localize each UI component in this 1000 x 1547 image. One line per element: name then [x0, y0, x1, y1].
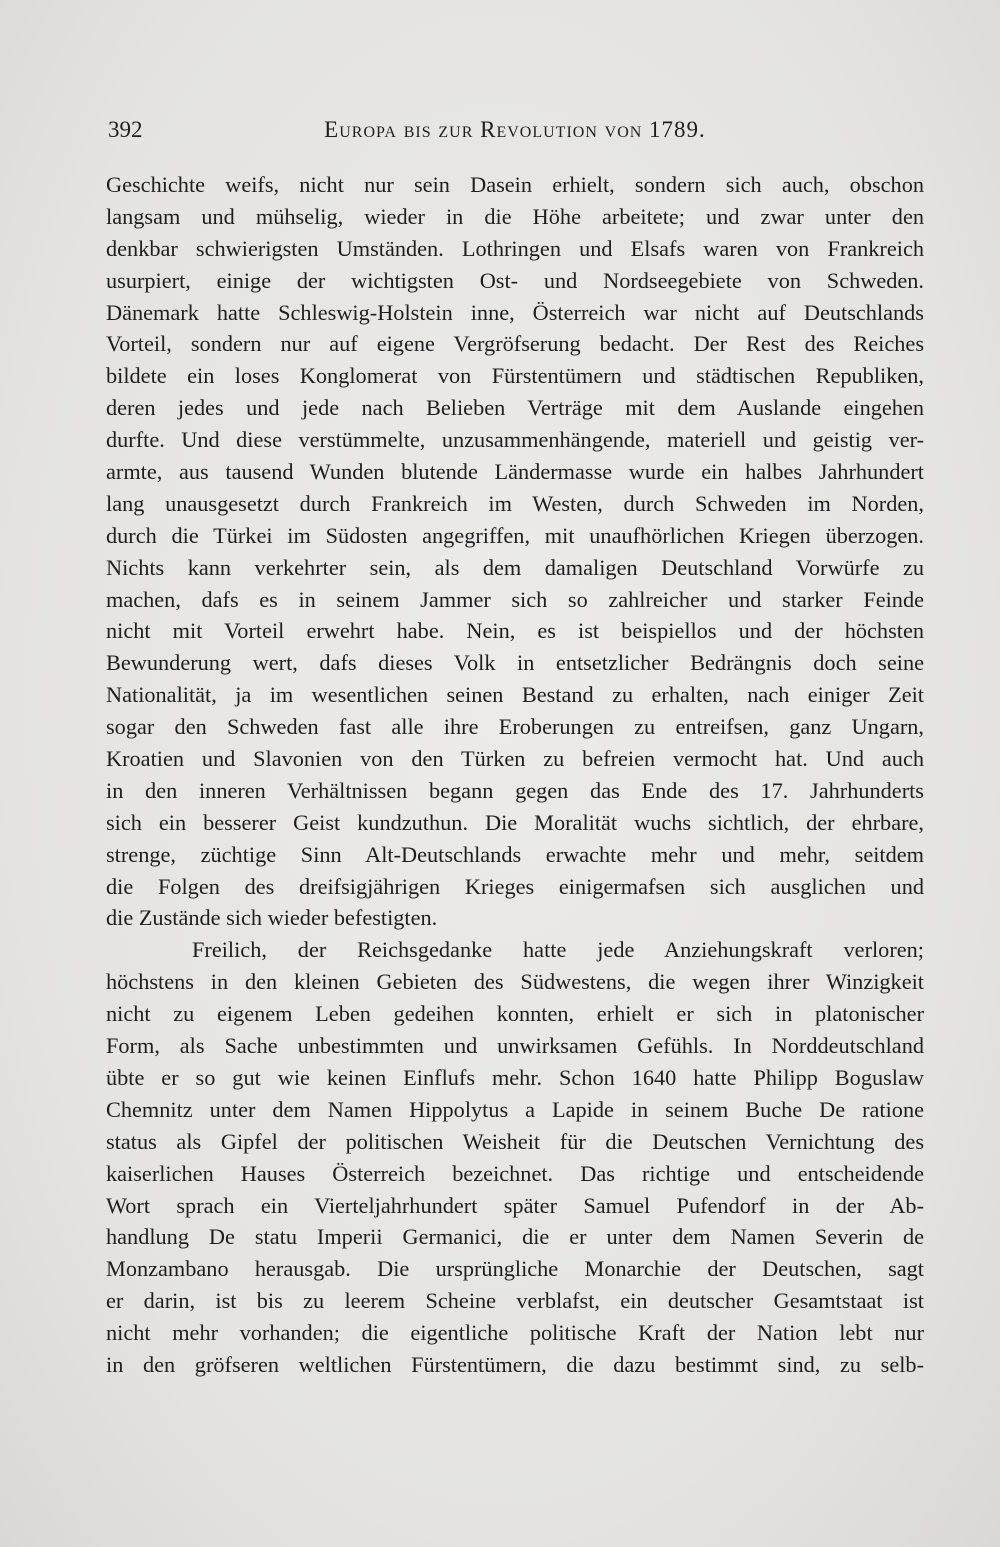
paragraph-start-line: Freilich, der Reichsgedanke hatte jede Anziehungskraft verloren; [192, 937, 924, 963]
text-line: armte, aus tausend Wunden blutende Ländermasse wurde ein halbes Jahrhundert [106, 459, 924, 485]
text-line: usurpiert, einige der wichtigsten Ost- und Nordseegebiete von Schweden. [106, 267, 924, 293]
text-line: status als Gipfel der politischen Weisheit für die Deutschen Vernichtung des [106, 1128, 924, 1154]
text-line: in den inneren Verhältnissen begann gegen das Ende des 17. Jahrhunderts [106, 777, 924, 803]
text-line: sich ein besserer Geist kundzuthun. Die Moralität wuchs sichtlich, der ehrbare, [106, 809, 924, 835]
paragraph-end-line: die Zustände sich wieder befestigten. [106, 905, 438, 931]
text-line: Nichts kann verkehrter sein, als dem damaligen Deutschland Vorwürfe zu [106, 554, 924, 580]
text-line: die Folgen des dreifsigjährigen Krieges einigermafsen sich ausglichen und [106, 873, 924, 899]
text-line: Geschichte weifs, nicht nur sein Dasein erhielt, sondern sich auch, obschon [106, 172, 924, 197]
text-line: handlung De statu Imperii Germanici, die er unter dem Namen Severin de [106, 1224, 924, 1250]
text-line: Monzambano herausgab. Die ursprüngliche Monarchie der Deutschen, sagt [106, 1256, 924, 1282]
text-line: Kroatien und Slavonien von den Türken zu befreien vermocht hat. Und auch [106, 746, 924, 772]
text-line: machen, dafs es in seinem Jammer sich so zahlreicher und starker Feinde [106, 586, 924, 612]
text-line: in den gröfseren weltlichen Fürstentümern, die dazu bestimmt sind, zu selb- [106, 1351, 924, 1377]
text-line: langsam und mühselig, wieder in die Höhe arbeitete; und zwar unter den [106, 203, 924, 229]
text-line: bildete ein loses Konglomerat von Fürstentümern und städtischen Republiken, [106, 363, 924, 389]
running-title: Europa bis zur Revolution von 1789. [324, 117, 706, 142]
text-line: nicht zu eigenem Leben gedeihen konnten, erhielt er sich in platonischer [106, 1001, 924, 1027]
page-number: 392 [108, 117, 143, 142]
text-line: Chemnitz unter dem Namen Hippolytus a Lapide in seinem Buche De ratione [106, 1096, 924, 1122]
body-text [106, 169, 924, 1381]
text-line: Vorteil, sondern nur auf eigene Vergröfserung bedacht. Der Rest des Reiches [106, 331, 924, 357]
text-line: Wort sprach ein Vierteljahrhundert später Samuel Pufendorf in der Ab- [106, 1192, 924, 1218]
text-line: Bewunderung wert, dafs dieses Volk in entsetzlicher Bedrängnis doch seine [106, 650, 924, 676]
text-line: übte er so gut wie keinen Einflufs mehr. Schon 1640 hatte Philipp Boguslaw [106, 1064, 924, 1090]
text-line: Dänemark hatte Schleswig-Holstein inne, Österreich war nicht auf Deutschlands [106, 299, 924, 325]
page-header [108, 112, 922, 148]
text-line: lang unausgesetzt durch Frankreich im Westen, durch Schweden im Norden, [106, 490, 924, 516]
text-line: nicht mehr vorhanden; die eigentliche politische Kraft der Nation lebt nur [106, 1320, 924, 1346]
text-line: nicht mit Vorteil erwehrt habe. Nein, es ist beispiellos und der höchsten [106, 618, 924, 644]
text-line: durch die Türkei im Südosten angegriffen, mit unaufhörlichen Kriegen überzogen. [106, 522, 924, 548]
text-line: höchstens in den kleinen Gebieten des Südwestens, die wegen ihrer Winzigkeit [106, 969, 924, 995]
text-line: sogar den Schweden fast alle ihre Eroberungen zu entreifsen, ganz Ungarn, [106, 714, 924, 740]
text-line: Form, als Sache unbestimmten und unwirksamen Gefühls. In Norddeutschland [106, 1033, 924, 1059]
text-line: er darin, ist bis zu leerem Scheine verblafst, ein deutscher Gesamtstaat ist [106, 1288, 924, 1314]
text-line: strenge, züchtige Sinn Alt-Deutschlands erwachte mehr und mehr, seitdem [106, 841, 924, 867]
text-line: kaiserlichen Hauses Österreich bezeichnet. Das richtige und entscheidende [106, 1160, 924, 1186]
text-line: durfte. Und diese verstümmelte, unzusammenhängende, materiell und geistig ver- [106, 427, 924, 453]
text-line: deren jedes und jede nach Belieben Verträge mit dem Auslande eingehen [106, 395, 924, 421]
text-line: denkbar schwierigsten Umständen. Lothringen und Elsafs waren von Frankreich [106, 235, 924, 261]
text-line: Nationalität, ja im wesentlichen seinen Bestand zu erhalten, nach einiger Zeit [106, 682, 924, 708]
